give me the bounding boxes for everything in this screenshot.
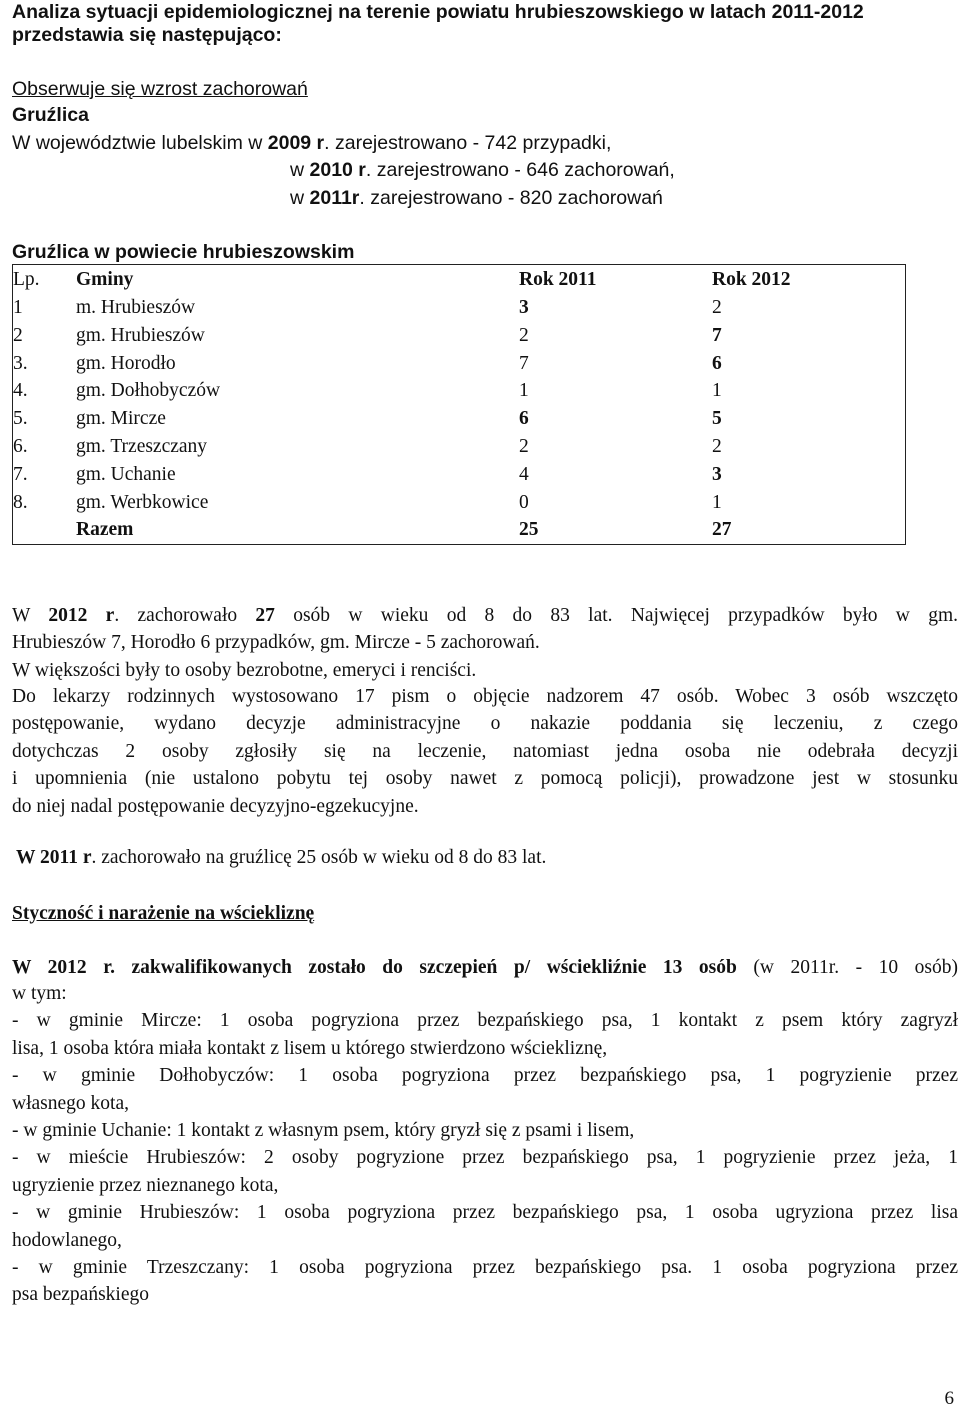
letters-line-3: dotychczas 2 osoby zgłosiły się na leczenie, natomiast jedna osoba nie odebrała decyzji [12,740,958,762]
cell-lp: 3. [13,352,28,374]
cell-2011: 1 [519,380,529,402]
cell-lp: 4. [13,380,28,402]
table-row [13,489,906,517]
rabies-summary [12,956,958,980]
document-heading-line-2: przedstawia się następująco: [12,24,282,46]
province-2010-line [290,158,675,182]
p2012-r: r [87,605,115,626]
cell-name: gm. Werbkowice [76,491,209,513]
document-heading-line-1: Analiza sytuacji epidemiologicznej na terenie powiatu hrubieszowskiego w latach 2011-2012 [12,1,864,23]
table-row [13,461,906,489]
p2012-text-a: . zachorowało [114,605,256,626]
cell-2011: 2 [519,324,529,346]
cell-lp: 6. [13,435,28,457]
table-row [13,405,906,433]
p2012-year: 2012 [48,605,88,626]
tuberculosis-table [12,264,906,545]
w-2011: w [290,187,310,209]
header-rok-2012: Rok 2012 [712,268,791,290]
rabies-line: własnego kota, [12,1092,129,1114]
rabies-line: lisa, 1 osoba która miała kontakt z lisem u którego stwierdzono wściekliznę, [12,1037,608,1059]
rabies-line: ugryzienie przez nieznanego kota, [12,1174,279,1196]
rabies-summary-bold: W 2012 r. zakwalifikowanych zostało do szczepień p/ wściekliźnie 13 osób [12,957,737,978]
cell-name: gm. Uchanie [76,463,176,485]
rabies-line: psa bezpańskiego [12,1284,149,1306]
province-2011-line [290,186,663,210]
cell-2011: 3 [519,297,529,318]
cell-2012: 5 [712,408,722,430]
rabies-line: w tym: [12,983,67,1004]
cell-name: gm. Horodło [76,352,176,374]
cell-2012: 6 [712,352,722,374]
year-2011: 2011r [309,187,360,209]
cell-lp: 2 [13,324,23,346]
cell-lp-empty [13,516,77,544]
cell-name: gm. Mircze [76,408,166,430]
cell-2011: 6 [519,408,529,430]
table-caption: Gruźlica w powiecie hrubieszowskim [12,241,355,263]
p2012-line-2: Hrubieszów 7, Horodło 6 przypadków, gm. Mircze - 5 zachorowań. [12,632,540,654]
table-row [13,377,906,405]
table-row [13,350,906,378]
rabies-line: - w mieście Hrubieszów: 2 osoby pogryzione przez bezpańskiego psa, 1 pogryzienie przez jeża, 1 [12,1147,958,1169]
total-2011: 25 [519,519,539,541]
p2011-year: W 2011 r [16,847,92,868]
total-2012: 27 [712,519,732,541]
cell-lp: 5. [13,408,28,430]
w-2010: w [290,159,310,181]
rabies-line: - w gminie Hrubieszów: 1 osoba pogryziona przez bezpańskiego psa, 1 osoba ugryziona przez lisa [12,1202,958,1224]
rabies-line: - w gminie Uchanie: 1 kontakt z własnym psem, który gryzł się z psami i lisem, [12,1119,635,1141]
cell-name: m. Hrubieszów [76,297,196,318]
p2011-text: . zachorowało na gruźlicę 25 osób w wieku od 8 do 83 lat. [91,847,547,868]
table-header-row [13,265,906,295]
r-suffix-2010: r [352,159,366,181]
cell-2011: 2 [519,435,529,457]
cell-2011: 7 [519,352,529,374]
p2012-line-3: W większości były to osoby bezrobotne, emeryci i renciści. [12,659,477,681]
year-2010: 2010 [309,159,353,181]
table-row [13,433,906,461]
cell-2011: 0 [519,491,529,513]
rest-2011: . zarejestrowano - 820 zachorowań [359,187,663,209]
cell-2011: 4 [519,463,529,485]
header-gminy: Gminy [76,268,134,290]
rest-2009: . zarejestrowano - 742 przypadki, [324,132,612,154]
total-label: Razem [76,519,134,541]
rabies-summary-rest: (w 2011r. - 10 osób) [736,957,958,978]
paragraph-letters [12,683,958,820]
year-2009: 2009 [267,132,312,154]
table-row [13,322,906,350]
cell-lp: 8. [13,491,28,513]
letters-line-1: Do lekarzy rodzinnych wystosowano 17 pism o objęcie nadzorem 47 osób. Wobec 3 osób wszczęto [12,686,958,707]
cell-2012: 2 [712,435,722,457]
table-total-row [13,516,906,544]
page-number: 6 [944,1388,954,1409]
header-lp: Lp. [13,268,40,290]
rabies-list [12,980,958,1309]
cell-lp: 7. [13,463,28,485]
increase-note: Obserwuje się wzrost zachorowań [12,78,308,100]
cell-2012: 1 [712,380,722,402]
paragraph-2012 [12,602,958,684]
p2012-count: 27 [255,605,275,626]
cell-2012: 3 [712,463,722,485]
cell-lp: 1 [13,297,23,318]
r-suffix-2009: r [311,132,325,154]
cell-2012: 2 [712,297,722,318]
p2012-text-b: osób w wieku od 8 do 83 lat. Najwięcej przypadków było w gm. [274,605,958,626]
rabies-line: - w gminie Dołhobyczów: 1 osoba pogryziona przez bezpańskiego psa, 1 pogryzienie przez [12,1065,958,1087]
letters-line-2: postępowanie, wydano decyzje administracyjne o nakazie poddania się leczeniu, z czego [12,713,958,735]
rabies-line: - w gminie Trzeszczany: 1 osoba pogryziona przez bezpańskiego psa. 1 osoba pogryziona przez [12,1256,958,1278]
province-prefix: W województwie lubelskim w [12,132,268,154]
cell-name: gm. Dołhobyczów [76,380,221,402]
p2012-line-1 [12,602,958,629]
p2012-w: W [12,605,49,626]
province-2009-line [12,131,611,155]
rabies-line: hodowlanego, [12,1229,122,1251]
cell-name: gm. Trzeszczany [76,435,208,457]
cell-name: gm. Hrubieszów [76,324,205,346]
cell-2012: 7 [712,324,722,346]
paragraph-2011 [16,846,546,870]
table-row [13,294,906,322]
rabies-title: Styczność i narażenie na wściekliznę [12,903,315,924]
header-rok-2011: Rok 2011 [519,268,597,290]
rest-2010: . zarejestrowano - 646 zachorowań, [365,159,675,181]
letters-line-5: do niej nadal postępowanie decyzyjno-egzekucyjne. [12,795,419,817]
cell-2012: 1 [712,491,722,513]
rabies-line: - w gminie Mircze: 1 osoba pogryziona przez bezpańskiego psa, 1 kontakt z psem który zagryzł [12,1010,958,1032]
disease-label: Gruźlica [12,104,89,126]
letters-line-4: i upomnienia (nie ustalono pobytu tej osoby nawet z pomocą policji), prowadzone jest w stosunku [12,768,958,790]
